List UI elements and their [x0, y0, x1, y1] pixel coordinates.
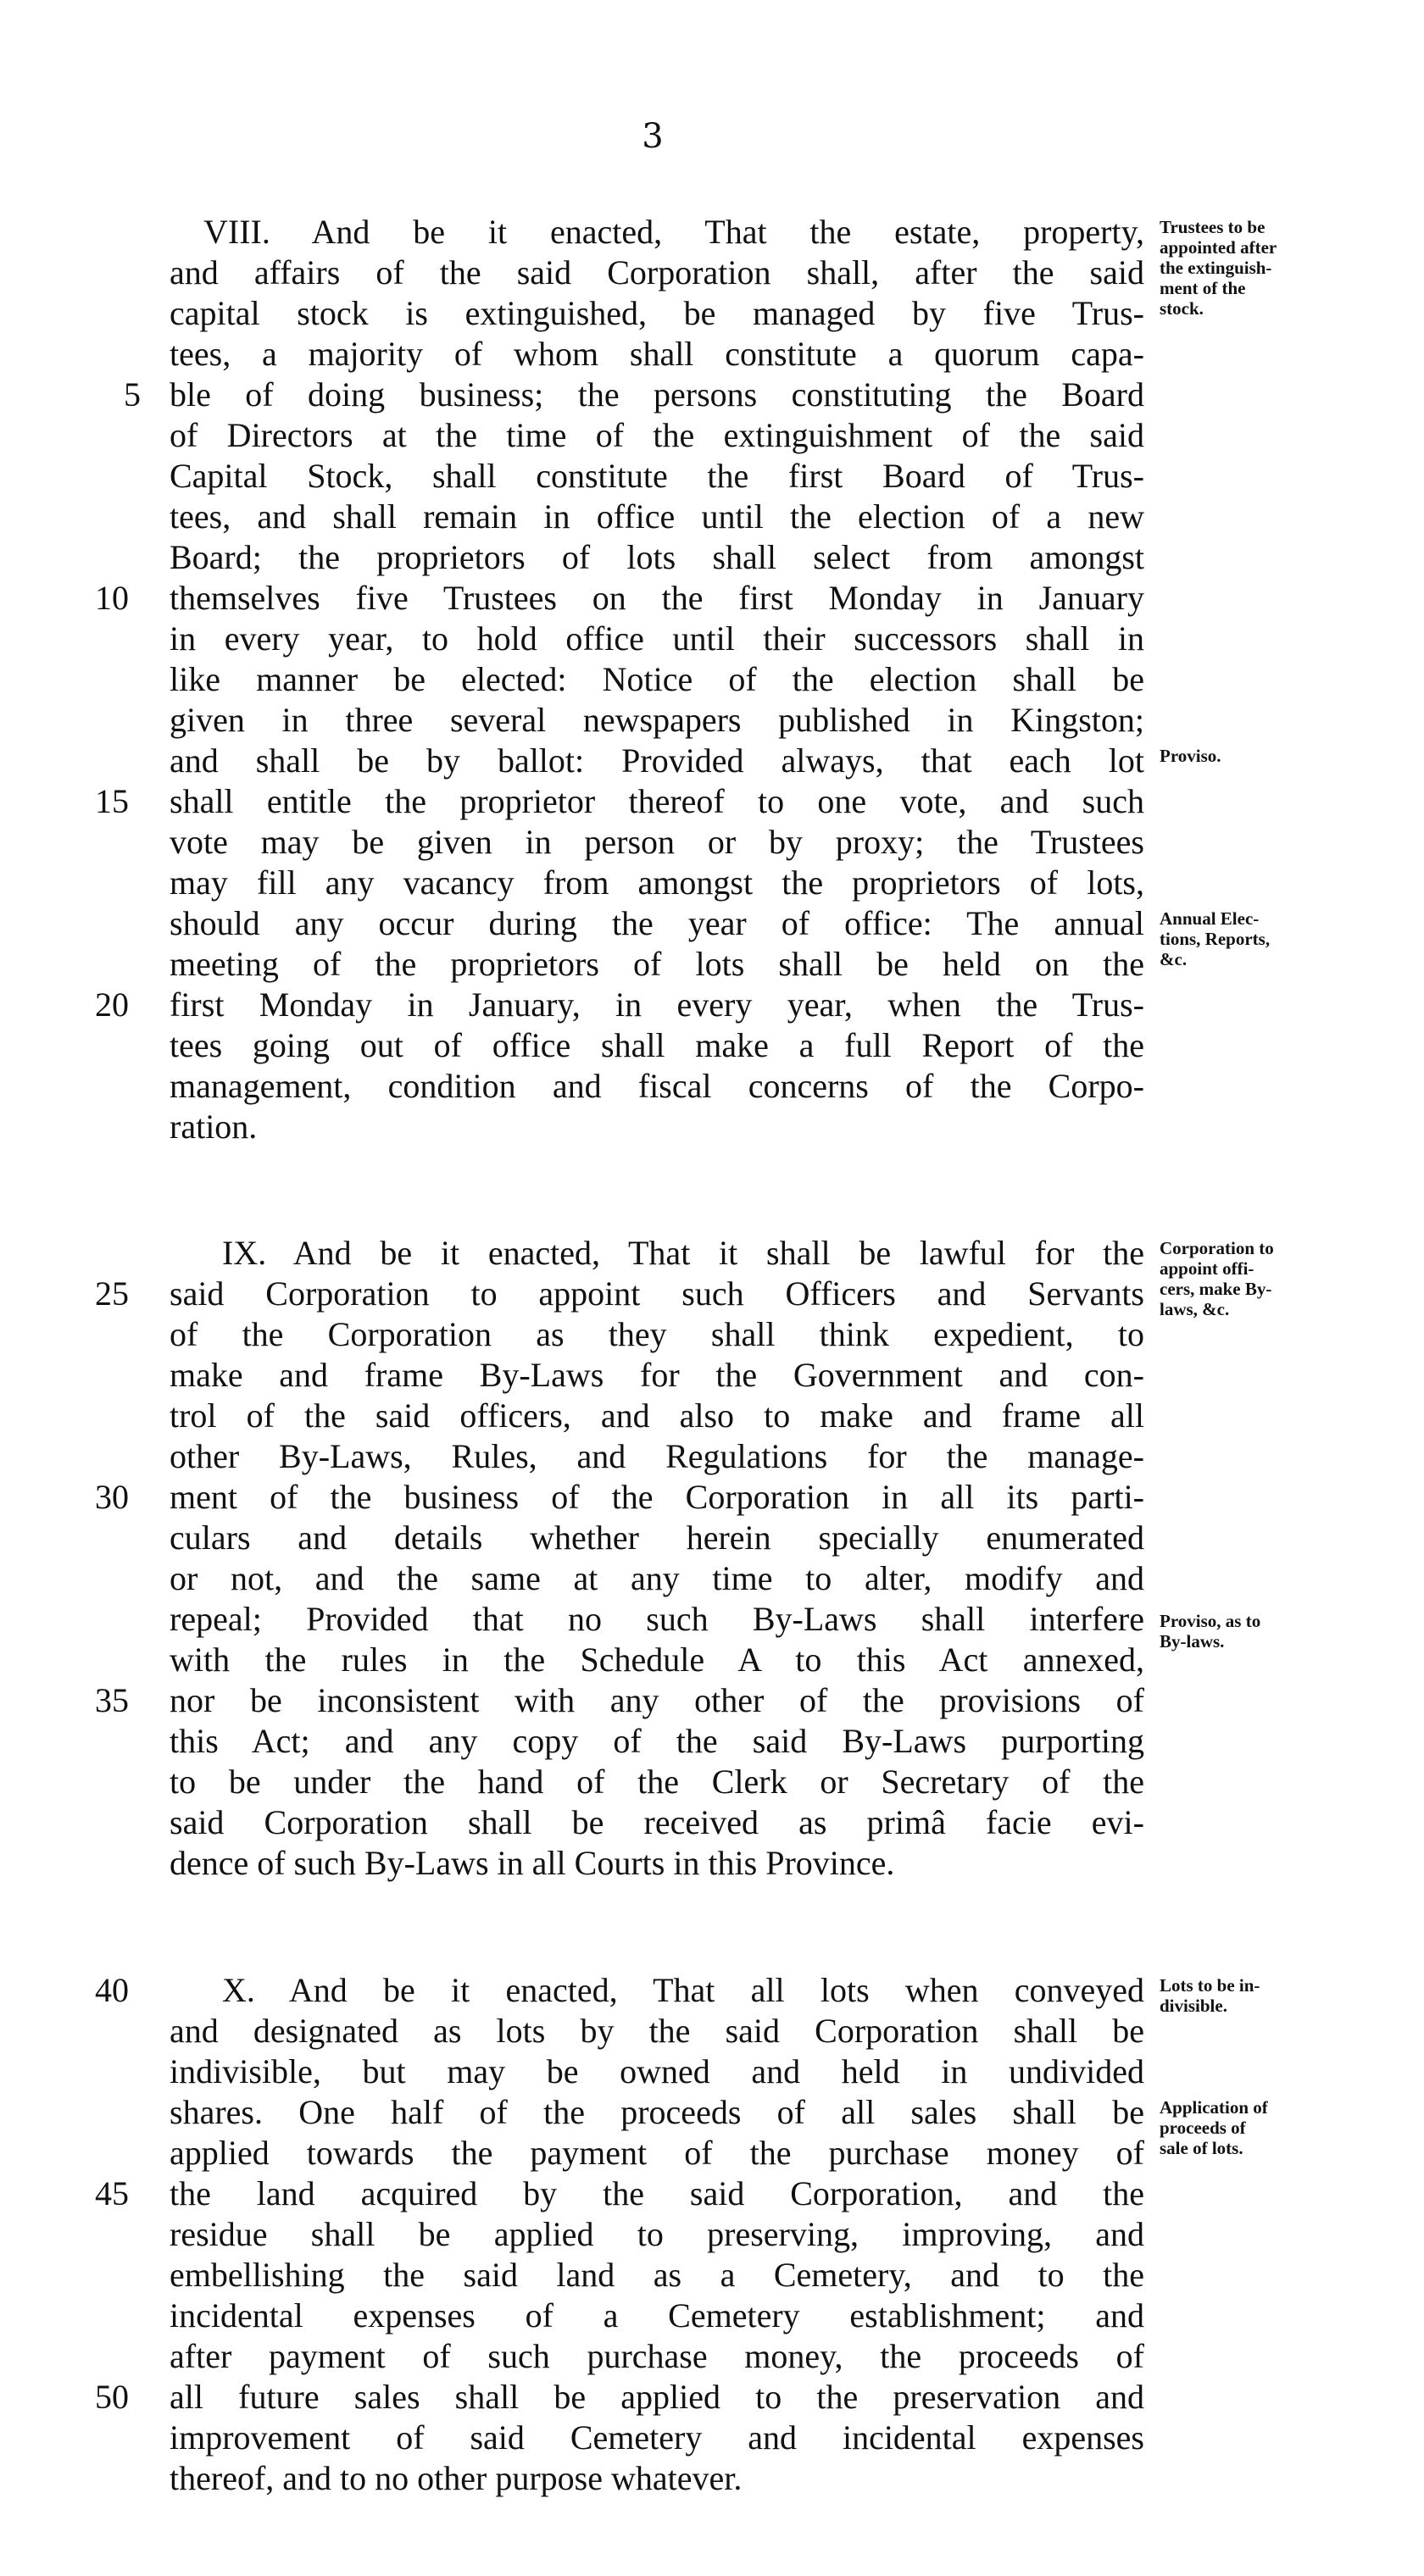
- margin-note-line: sale of lots.: [1160, 2138, 1243, 2158]
- page-number: 3: [642, 117, 664, 156]
- line-number: 20: [95, 985, 129, 1024]
- text-line: after payment of such purchase money, the proceeds of: [170, 2337, 1144, 2375]
- text-line: thereof, and to no other purpose whatever.: [170, 2459, 743, 2497]
- margin-note: [1160, 746, 1350, 766]
- margin-note-line: divisible.: [1160, 1996, 1227, 2016]
- margin-note-line: the extinguish-: [1160, 258, 1272, 278]
- margin-note-line: Application of: [1160, 2097, 1268, 2118]
- line-number: 45: [95, 2174, 129, 2212]
- margin-note-line: ment of the: [1160, 278, 1246, 298]
- text-line: first Monday in January, in every year, when the Trus-: [170, 985, 1144, 1024]
- margin-note-line: proceeds of: [1160, 2118, 1246, 2138]
- line-number: 15: [95, 782, 129, 820]
- margin-note-line: Corporation to: [1160, 1238, 1274, 1258]
- text-line: and designated as lots by the said Corporation shall be: [170, 2012, 1144, 2050]
- text-line: shares. One half of the proceeds of all sales shall be: [170, 2093, 1144, 2131]
- text-line: Board; the proprietors of lots shall select from amongst: [170, 538, 1144, 576]
- text-line: in every year, to hold office until their successors shall in: [170, 619, 1144, 658]
- text-line: incidental expenses of a Cemetery establishment; and: [170, 2296, 1144, 2334]
- margin-note-line: Annual Elec-: [1160, 908, 1260, 929]
- line-number: 10: [95, 579, 129, 617]
- margin-note: [1160, 908, 1350, 969]
- margin-note-line: Trustees to be: [1160, 217, 1265, 237]
- text-line: all future sales shall be applied to the preservation and: [170, 2378, 1144, 2416]
- text-line: indivisible, but may be owned and held in undivided: [170, 2052, 1144, 2090]
- text-line: residue shall be applied to preserving, improving, and: [170, 2215, 1144, 2253]
- text-line: other By-Laws, Rules, and Regulations for the manage-: [170, 1437, 1144, 1475]
- line-number: 50: [95, 2378, 129, 2416]
- text-line: should any occur during the year of office: The annual: [170, 904, 1144, 942]
- text-line: embellishing the said land as a Cemetery, and to the: [170, 2256, 1144, 2294]
- text-line: nor be inconsistent with any other of the provisions of: [170, 1681, 1144, 1719]
- margin-note-line: stock.: [1160, 298, 1204, 319]
- text-line: meeting of the proprietors of lots shall be held on the: [170, 945, 1144, 983]
- text-line: tees going out of office shall make a full Report of the: [170, 1026, 1144, 1064]
- text-line: dence of such By-Laws in all Courts in this Province.: [170, 1844, 895, 1882]
- section-ix: [0, 1233, 1424, 1884]
- text-line: with the rules in the Schedule A to this Act annexed,: [170, 1641, 1144, 1679]
- line-number: 5: [124, 375, 141, 414]
- text-line: management, condition and fiscal concerns of the Corpo-: [170, 1067, 1144, 1105]
- margin-note-line: appoint offi-: [1160, 1258, 1254, 1279]
- text-line: X. And be it enacted, That all lots when conveyed: [222, 1971, 1144, 2009]
- text-line: VIII. And be it enacted, That the estate, property,: [203, 213, 1144, 251]
- line-number: 30: [95, 1478, 129, 1516]
- text-line: and affairs of the said Corporation shall, after the said: [170, 253, 1144, 291]
- text-line: said Corporation to appoint such Officers and Servants: [170, 1274, 1144, 1313]
- text-line: shall entitle the proprietor thereof to one vote, and such: [170, 782, 1144, 820]
- text-line: said Corporation shall be received as primâ facie evi-: [170, 1803, 1144, 1841]
- text-line: culars and details whether herein specially enumerated: [170, 1518, 1144, 1557]
- text-line: of Directors at the time of the extinguishment of the said: [170, 416, 1144, 454]
- text-line: tees, a majority of whom shall constitute a quorum capa-: [170, 335, 1144, 373]
- text-line: ration.: [170, 1108, 258, 1146]
- margin-note-line: appointed after: [1160, 237, 1277, 258]
- margin-note: [1160, 1611, 1350, 1652]
- text-line: this Act; and any copy of the said By-Laws purporting: [170, 1722, 1144, 1760]
- text-line: may fill any vacancy from amongst the proprietors of lots,: [170, 863, 1144, 902]
- text-line: or not, and the same at any time to alter, modify and: [170, 1559, 1144, 1597]
- margin-note-line: Proviso, as to: [1160, 1611, 1261, 1631]
- text-line: capital stock is extinguished, be managed by five Trus-: [170, 294, 1144, 332]
- margin-note: [1160, 1975, 1350, 2016]
- margin-note-line: laws, &c.: [1160, 1299, 1230, 1319]
- line-number: 25: [95, 1274, 129, 1313]
- section-x: [0, 1970, 1424, 2499]
- text-line: vote may be given in person or by proxy; the Trustees: [170, 823, 1144, 861]
- margin-note-line: Lots to be in-: [1160, 1975, 1260, 1996]
- margin-note-line: tions, Reports,: [1160, 929, 1271, 949]
- text-line: tees, and shall remain in office until the election of a new: [170, 497, 1144, 536]
- margin-note: [1160, 1238, 1350, 1319]
- text-line: ment of the business of the Corporation in all its parti-: [170, 1478, 1144, 1516]
- text-line: ble of doing business; the persons constituting the Board: [170, 375, 1144, 414]
- text-line: given in three several newspapers published in Kingston;: [170, 701, 1144, 739]
- text-line: applied towards the payment of the purchase money of: [170, 2134, 1144, 2172]
- text-line: trol of the said officers, and also to make and frame all: [170, 1396, 1144, 1435]
- text-line: like manner be elected: Notice of the election shall be: [170, 660, 1144, 698]
- text-line: IX. And be it enacted, That it shall be lawful for the: [222, 1234, 1144, 1272]
- margin-note-line: cers, make By-: [1160, 1279, 1272, 1299]
- text-line: make and frame By-Laws for the Government and con-: [170, 1356, 1144, 1394]
- text-line: repeal; Provided that no such By-Laws shall interfere: [170, 1600, 1144, 1638]
- margin-note-line: Proviso.: [1160, 746, 1221, 766]
- text-line: of the Corporation as they shall think expedient, to: [170, 1315, 1144, 1353]
- line-number: 40: [95, 1971, 129, 2009]
- text-line: and shall be by ballot: Provided always, that each lot: [170, 741, 1144, 780]
- margin-note-line: By-laws.: [1160, 1631, 1225, 1652]
- margin-note: [1160, 217, 1350, 319]
- text-line: the land acquired by the said Corporation, and the: [170, 2174, 1144, 2212]
- margin-note: [1160, 2097, 1350, 2158]
- text-line: Capital Stock, shall constitute the first Board of Trus-: [170, 457, 1144, 495]
- text-line: improvement of said Cemetery and incidental expenses: [170, 2418, 1144, 2457]
- text-line: themselves five Trustees on the first Monday in January: [170, 579, 1144, 617]
- text-line: to be under the hand of the Clerk or Secretary of the: [170, 1763, 1144, 1801]
- margin-note-line: &c.: [1160, 949, 1188, 969]
- section-viii: [0, 212, 1424, 1147]
- line-number: 35: [95, 1681, 129, 1719]
